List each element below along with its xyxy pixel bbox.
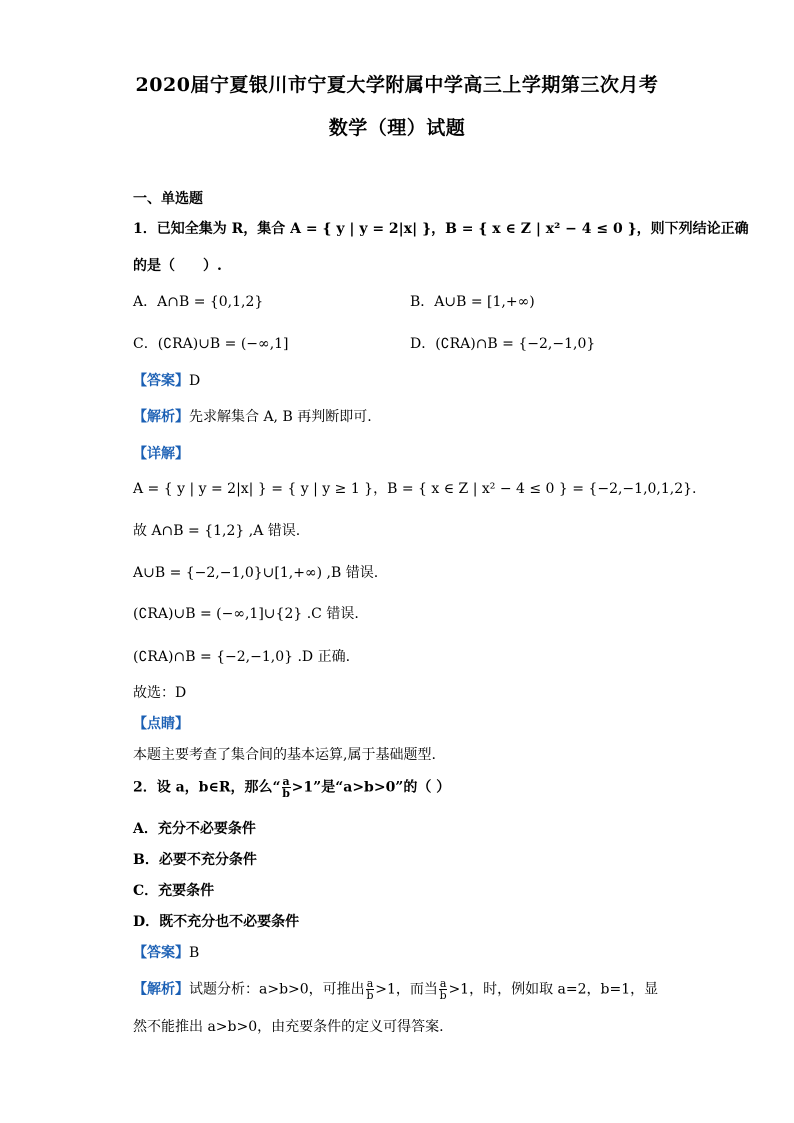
analysis-tag: 【解析】 (133, 409, 189, 425)
document-subtitle: 数学（理）试题 (328, 117, 466, 139)
answer-value: D (189, 373, 201, 389)
q1-detail-tag: 【详解】 (133, 446, 189, 462)
q2-stem-pre: 2．设 a，b∈R，那么“ (133, 779, 281, 796)
q1-detail-line: 故选：D (133, 685, 187, 701)
q1-detail-line: (∁RA)∪B = (−∞,1]∪{2} .C 错误. (133, 606, 359, 622)
answer-value: B (189, 945, 200, 961)
q1-detail-line: 故 A∩B = {1,2} ,A 错误. (133, 523, 301, 539)
analysis-text: 先求解集合 A, B 再判断即可. (189, 409, 372, 425)
answer-tag: 【答案】 (133, 945, 189, 961)
fraction-denominator: b (282, 787, 290, 800)
q2-option-c: C．充要条件 (133, 883, 215, 899)
q1-stem-line2: 的是（ ）. (133, 258, 222, 274)
q1-option-d: D．(∁RA)∩B = {−2,−1,0} (410, 336, 596, 352)
fraction-denominator: b (439, 989, 447, 1002)
q1-option-a: A．A∩B = {0,1,2} (133, 294, 264, 310)
q2-option-d: D．既不充分也不必要条件 (133, 914, 300, 930)
q2-analysis (133, 978, 658, 1001)
q1-option-b: B．A∪B = [1,+∞) (410, 294, 535, 310)
analysis-tag: 【解析】 (133, 981, 189, 998)
q1-stem-line1: 1．已知全集为 R，集合 A = { y | y = 2|x| }，B = { x ∈ Z | x² − 4 ≤ 0 }，则下列结论正确 (133, 221, 749, 237)
fraction-numerator: a (282, 775, 290, 788)
fraction-numerator: a (366, 977, 374, 990)
fraction-numerator: a (439, 977, 447, 990)
section-heading: 一、单选题 (133, 191, 203, 207)
q2-stem (133, 776, 450, 799)
q2-stem-post: >1”是“a>b>0”的（ ） (291, 779, 451, 796)
q2-fraction (282, 776, 291, 799)
answer-tag: 【答案】 (133, 373, 189, 389)
q2-answer (133, 942, 199, 962)
analysis-post: >1，时，例如取 a=2，b=1，显 (448, 981, 659, 998)
document-title: 2020届宁夏银川市宁夏大学附属中学高三上学期第三次月考 (135, 74, 659, 96)
q1-analysis (133, 406, 372, 426)
q1-detail-line: A∪B = {−2,−1,0}∪[1,+∞) ,B 错误. (133, 565, 379, 581)
q1-answer (133, 370, 200, 390)
fraction-denominator: b (366, 989, 374, 1002)
q1-detail-line: A = { y | y = 2|x| } = { y | y ≥ 1 }，B = { x ∈ Z | x² − 4 ≤ 0 } = {−2,−1,0,1,2}. (133, 481, 697, 497)
analysis-pre: 试题分析：a>b>0，可推出 (189, 981, 365, 998)
q2-option-a: A．充分不必要条件 (133, 821, 256, 837)
analysis-mid: >1，而当 (375, 981, 438, 998)
q2-analysis-line2: 然不能推出 a>b>0，由充要条件的定义可得答案. (133, 1019, 444, 1035)
q2-option-b: B．必要不充分条件 (133, 852, 257, 868)
q1-point-tag: 【点睛】 (133, 716, 189, 732)
q1-detail-line: (∁RA)∩B = {−2,−1,0} .D 正确. (133, 649, 351, 665)
q1-option-c: C．(∁RA)∪B = (−∞,1] (133, 336, 289, 352)
fraction (439, 978, 448, 1001)
q1-point-text: 本题主要考查了集合间的基本运算,属于基础题型. (133, 747, 436, 763)
fraction (366, 978, 375, 1001)
